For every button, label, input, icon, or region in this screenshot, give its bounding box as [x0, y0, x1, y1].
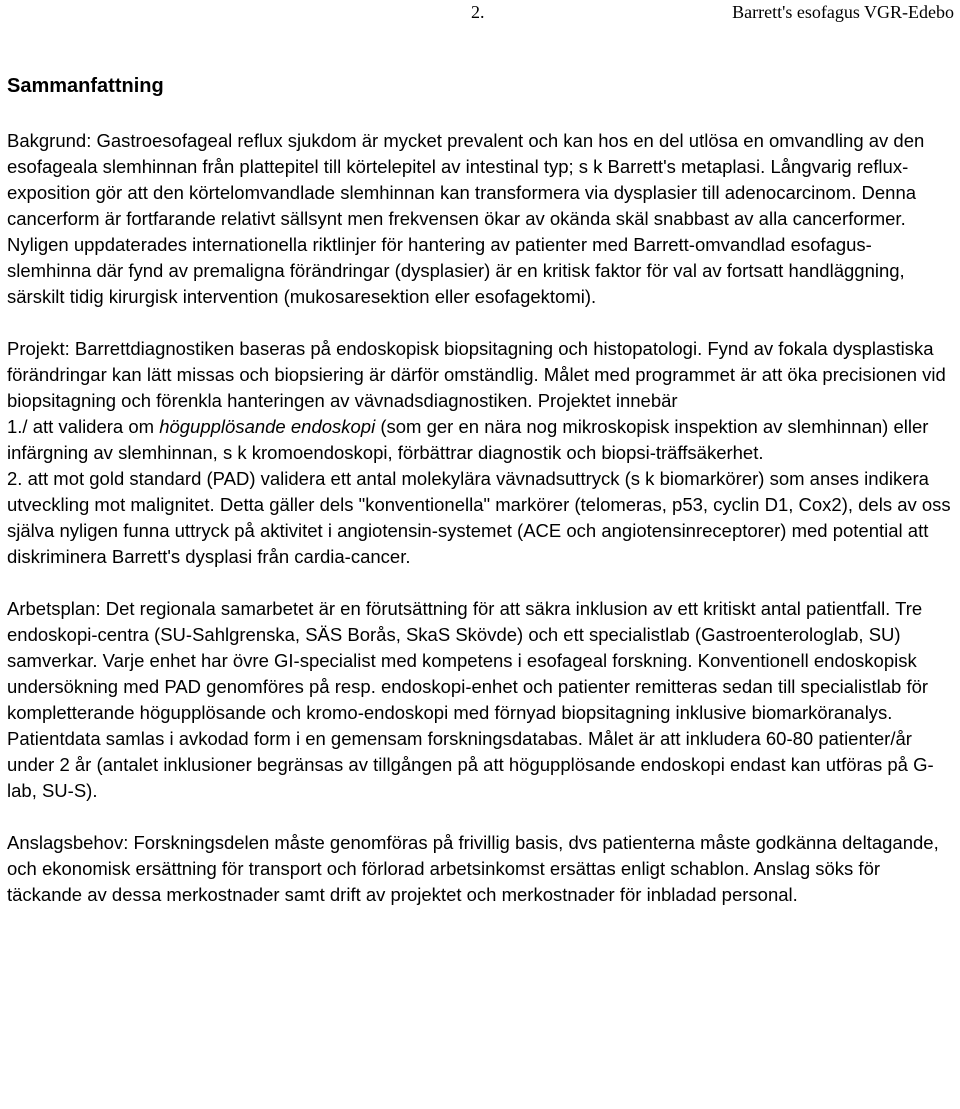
- projekt-paragraph: Projekt: Barrettdiagnostiken baseras på endoskopisk biopsitagning och histopatologi. Fynd av fokala dysplastiska förändringar kan lätt missas och biopsiering är därför omständlig. Målet med programmet är att öka precisionen vid biopsitagning och förenkla hanteringen av vävnadsdiagnostiken. Projektet innebär: [7, 338, 946, 411]
- list-item-2: 2. att mot gold standard (PAD) validera ett antal molekylära vävnadsuttryck (s k biomarkörer) som anses indikera utveckling mot malignitet. Detta gäller dels "konventionella" markörer (telomeras, p53, cyclin D1, Cox2), dels av oss själva nyligen funna uttryck på aktivitet i angiotensin-systemet (ACE och angiotensinreceptorer) med potential att diskriminera Barrett's dysplasi från cardia-cancer.: [7, 468, 951, 567]
- page-number: 2.: [471, 2, 485, 22]
- item1-emphasis: högupplösande endoskopi: [159, 416, 376, 437]
- section-heading: Sammanfattning: [7, 75, 164, 97]
- paragraph-spacer: [7, 310, 955, 336]
- item1-prefix: 1./ att validera om: [7, 416, 160, 437]
- anslagsbehov-paragraph: Anslagsbehov: Forskningsdelen måste genomföras på frivillig basis, dvs patienterna måste godkänna deltagande, och ekonomisk ersättning för transport och förlorad arbetsinkomst ersättas enligt schablon. Anslag söks för täckande av dessa merkostnader samt drift av projektet och merkostnader för inbladad personal.: [7, 832, 939, 905]
- arbetsplan-paragraph: Arbetsplan: Det regionala samarbetet är en förutsättning för att säkra inklusion av ett kritiskt antal patientfall. Tre endoskopi-centra (SU-Sahlgrenska, SÄS Borås, SkaS Skövde) och ett specialistlab (Gastroenterologlab, SU) samverkar. Varje enhet har övre GI-specialist med kompetens i esofageal forskning. Konventionell endoskopisk undersökning med PAD genomföres på resp. endoskopi-enhet och patienter remitteras sedan till specialistlab för kompletterande högupplösande och kromo-endoskopi med förnyad biopsitagning inklusive biomarköranalys. Patientdata samlas i avkodad form i en gemensam forskningsdatabas. Målet är att inkludera 60-80 patienter/år under 2 år (antalet inklusioner begränsas av tillgången på att högupplösande endoskopi endast kan utföras på G-lab, SU-S).: [7, 598, 934, 801]
- document-body: [7, 70, 955, 908]
- item1-suffix: (som ger en nära nog mikroskopisk inspektion av slemhinnan) eller infärgning av slemhinnan, s k kromoendoskopi, förbättrar diagnostik och biopsi-träffsäkerhet.: [7, 416, 929, 463]
- paragraph-spacer: [7, 570, 955, 596]
- bakgrund-paragraph: Bakgrund: Gastroesofageal reflux sjukdom är mycket prevalent och kan hos en del utlösa en omvandling av den esofageala slemhinnan från plattepitel till körtelepitel av intestinal typ; s k Barrett's metaplasi. Långvarig reflux-exposition gör att den körtelomvandlade slemhinnan kan transformera via dysplasier till adenocarcinom. Denna cancerform är fortfarande relativt sällsynt men frekvensen ökar av okända skäl snabbast av alla cancerformer. Nyligen uppdaterades internationella riktlinjer för hantering av patienter med Barrett-omvandlad esofagus-slemhinna där fynd av premaligna förändringar (dysplasier) är en kritisk faktor för val av fortsatt handläggning, särskilt tidig kirurgisk intervention (mukosaresektion eller esofagektomi).: [7, 130, 925, 307]
- list-item-1: [7, 414, 955, 466]
- page-header: [0, 0, 960, 24]
- header-title: Barrett's esofagus VGR-Edebo: [732, 2, 954, 22]
- paragraph-spacer: [7, 804, 955, 830]
